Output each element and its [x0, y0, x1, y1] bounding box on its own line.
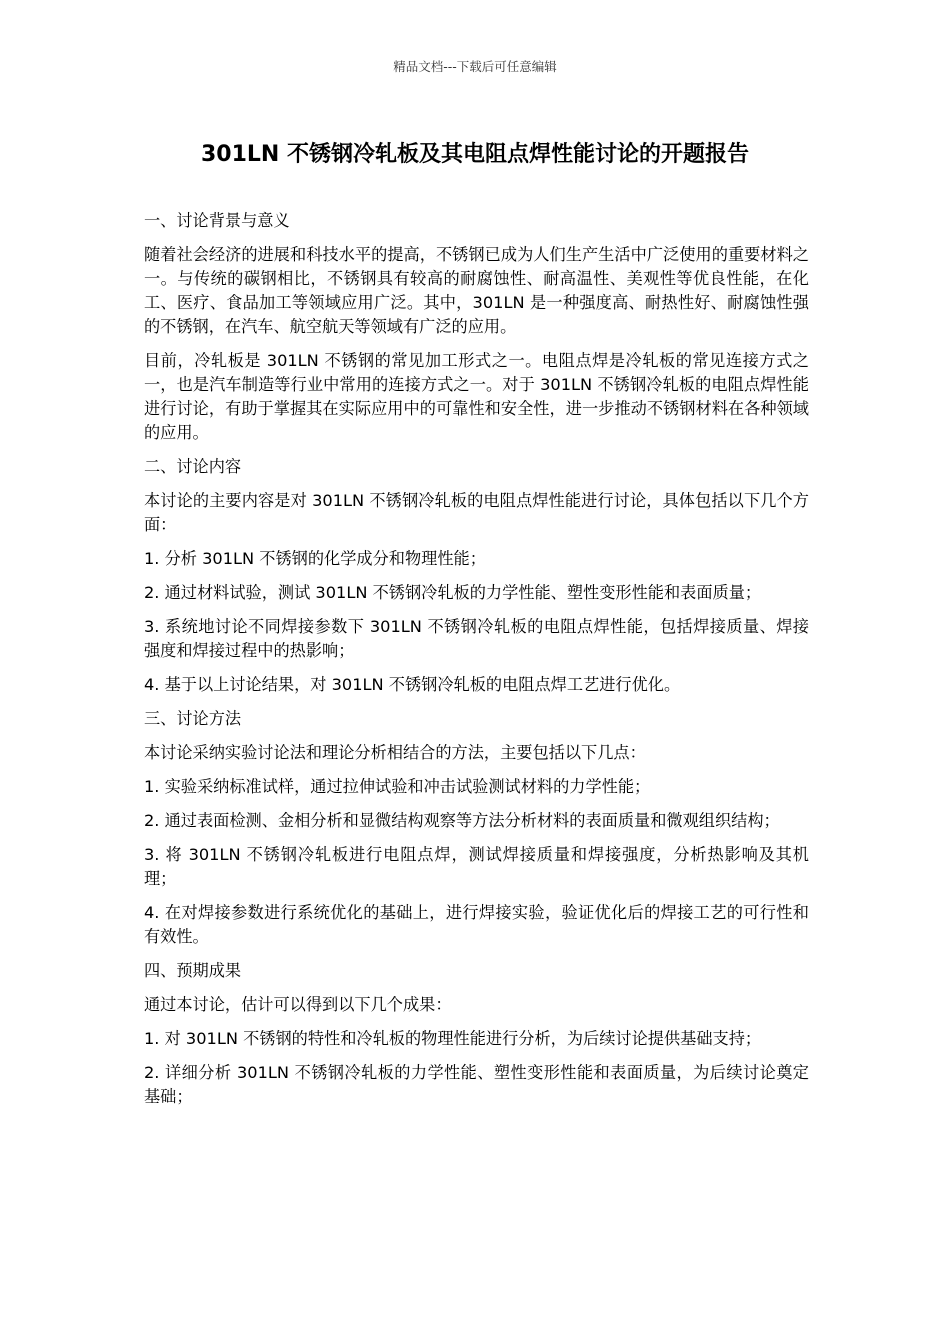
paragraph-background-2: 目前，冷轧板是 301LN 不锈钢的常见加工形式之一。电阻点焊是冷轧板的常见连接方式之一，也是汽车制造等行业中常用的连接方式之一。对于 301LN 不锈钢冷轧板的电阻点焊性能进行讨论，有助于掌握其在实际应用中的可靠性和安全性，进一步推动不锈钢材料在各种领域的应用。: [144, 351, 809, 442]
list-item-results-2: 2. 详细分析 301LN 不锈钢冷轧板的力学性能、塑性变形性能和表面质量，为后续讨论奠定基础；: [144, 1063, 809, 1106]
list-item-method-4: 4. 在对焊接参数进行系统优化的基础上，进行焊接实验，验证优化后的焊接工艺的可行性和有效性。: [144, 903, 809, 946]
section-heading-method: 三、讨论方法: [144, 709, 242, 728]
list-item-content-3: 3. 系统地讨论不同焊接参数下 301LN 不锈钢冷轧板的电阻点焊性能，包括焊接质量、焊接强度和焊接过程中的热影响；: [144, 617, 809, 660]
paragraph-content-intro: 本讨论的主要内容是对 301LN 不锈钢冷轧板的电阻点焊性能进行讨论，具体包括以下几个方面：: [144, 491, 809, 534]
list-item-content-2: 2. 通过材料试验，测试 301LN 不锈钢冷轧板的力学性能、塑性变形性能和表面质量；: [144, 583, 762, 602]
list-item-content-1: 1. 分析 301LN 不锈钢的化学成分和物理性能；: [144, 549, 486, 568]
list-item-method-3: 3. 将 301LN 不锈钢冷轧板进行电阻点焊，测试焊接质量和焊接强度，分析热影响及其机理；: [144, 845, 809, 888]
paragraph-method-intro: 本讨论采纳实验讨论法和理论分析相结合的方法，主要包括以下几点：: [144, 743, 646, 762]
document-body: [144, 209, 809, 1119]
paragraph-results-intro: 通过本讨论，估计可以得到以下几个成果：: [144, 995, 452, 1014]
page-header-watermark: 精品文档---下载后可任意编辑: [393, 59, 557, 74]
document-title: 301LN 不锈钢冷轧板及其电阻点焊性能讨论的开题报告: [200, 142, 749, 167]
list-item-content-4: 4. 基于以上讨论结果，对 301LN 不锈钢冷轧板的电阻点焊工艺进行优化。: [144, 675, 681, 694]
section-heading-background: 一、讨论背景与意义: [144, 211, 290, 230]
section-heading-results: 四、预期成果: [144, 961, 242, 980]
list-item-method-2: 2. 通过表面检测、金相分析和显微结构观察等方法分析材料的表面质量和微观组织结构；: [144, 811, 780, 830]
section-heading-content: 二、讨论内容: [144, 457, 242, 476]
list-item-results-1: 1. 对 301LN 不锈钢的特性和冷轧板的物理性能进行分析，为后续讨论提供基础支持；: [144, 1029, 762, 1048]
list-item-method-1: 1. 实验采纳标准试样，通过拉伸试验和冲击试验测试材料的力学性能；: [144, 777, 651, 796]
paragraph-background-1: 随着社会经济的进展和科技水平的提高，不锈钢已成为人们生产生活中广泛使用的重要材料之一。与传统的碳钢相比，不锈钢具有较高的耐腐蚀性、耐高温性、美观性等优良性能，在化工、医疗、食品加工等领域应用广泛。其中，301LN 是一种强度高、耐热性好、耐腐蚀性强的不锈钢，在汽车、航空航天等领域有广泛的应用。: [144, 245, 809, 336]
